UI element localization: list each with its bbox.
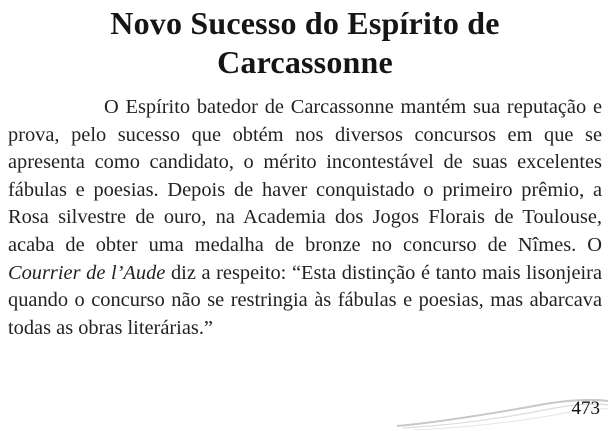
page-title: [0, 4, 610, 82]
body-paragraph: [8, 94, 602, 342]
title-line-1: Novo Sucesso do Espírito de: [110, 5, 500, 41]
page-number: 473: [571, 398, 600, 419]
title-line-2: Carcassonne: [217, 44, 393, 80]
publication-name: Courrier de l’Aude: [8, 261, 166, 284]
body-text-after: diz a respeito: “Esta distinção é tanto mais lisonjeira quando o concurso não se restringia às fábulas e poesias, mas abarcava todas as obras literárias.”: [8, 261, 602, 339]
body-text-before: O Espírito batedor de Carcassonne mantém sua reputação e prova, pelo sucesso que obtém nos diversos concursos em que se apresenta como candidato, o mérito incontestável de suas excelentes fábulas e poesias. Depois de haver conquistado o primeiro prêmio, a Rosa silvestre de ouro, na Academia dos Jogos Florais de Toulouse, acaba de obter uma medalha de bronze no concurso de Nîmes. O: [8, 96, 602, 256]
